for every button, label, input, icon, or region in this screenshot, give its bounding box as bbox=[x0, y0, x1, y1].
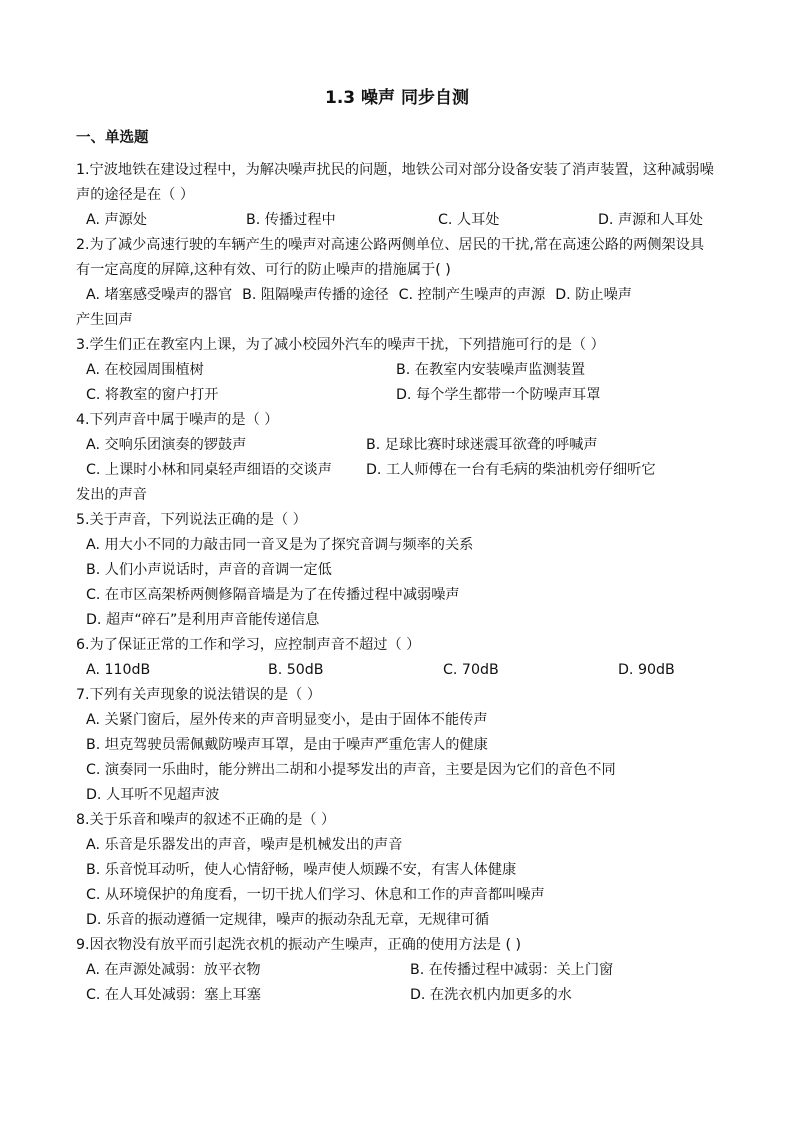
option-d: D. 90dB bbox=[618, 662, 675, 678]
option-d-continued: 产生回声 bbox=[76, 312, 133, 328]
question-stem: 8.关于乐音和噪声的叙述不正确的是（ ） bbox=[76, 812, 336, 828]
option-d: D. 防止噪声 bbox=[555, 287, 632, 303]
question-stem: 6.为了保证正常的工作和学习，应控制声音不超过（ ） bbox=[76, 637, 421, 653]
question-1 bbox=[76, 158, 716, 233]
option-b: B. 阻隔噪声传播的途径 bbox=[242, 287, 389, 303]
question-options bbox=[76, 208, 716, 233]
question-options bbox=[76, 833, 716, 933]
option-a: A. 在校园周围植树 bbox=[86, 362, 204, 378]
section-heading: 一、单选题 bbox=[76, 130, 149, 146]
option-a: A. 关紧门窗后，屋外传来的声音明显变小，是由于固体不能传声 bbox=[86, 712, 488, 728]
question-5 bbox=[76, 508, 716, 633]
option-c: C. 人耳处 bbox=[438, 212, 500, 228]
option-c: C. 从环境保护的角度看，一切干扰人们学习、休息和工作的声音都叫噪声 bbox=[86, 887, 545, 903]
option-c: C. 将教室的窗户打开 bbox=[86, 387, 219, 403]
option-c: C. 在市区高架桥两侧修隔音墙是为了在传播过程中减弱噪声 bbox=[86, 587, 460, 603]
option-b: B. 50dB bbox=[268, 662, 324, 678]
option-b: B. 人们小声说话时，声音的音调一定低 bbox=[86, 562, 332, 578]
option-d: D. 超声“碎石”是利用声音能传递信息 bbox=[86, 612, 320, 628]
option-c: C. 控制产生噪声的声源 bbox=[398, 287, 546, 303]
option-a: A. 110dB bbox=[86, 662, 151, 678]
option-d: D. 人耳听不见超声波 bbox=[86, 787, 220, 803]
option-d: D. 乐音的振动遵循一定规律，噪声的振动杂乱无章，无规律可循 bbox=[86, 912, 490, 928]
question-options bbox=[76, 708, 716, 808]
question-options bbox=[76, 358, 716, 408]
question-9 bbox=[76, 933, 716, 1008]
question-7 bbox=[76, 683, 716, 808]
option-c: C. 70dB bbox=[443, 662, 499, 678]
page-title: 1.3 噪声 同步自测 bbox=[325, 88, 469, 108]
option-a: A. 声源处 bbox=[86, 212, 148, 228]
question-options bbox=[76, 658, 716, 683]
question-stem: 5.关于声音，下列说法正确的是（ ） bbox=[76, 512, 307, 528]
option-a: A. 乐音是乐器发出的声音，噪声是机械发出的声音 bbox=[86, 837, 403, 853]
option-d: D. 声源和人耳处 bbox=[598, 212, 704, 228]
question-stem: 3.学生们正在教室内上课，为了减小校园外汽车的噪声干扰，下列措施可行的是（ ） bbox=[76, 337, 605, 353]
option-b: B. 坦克驾驶员需佩戴防噪声耳罩，是由于噪声严重危害人的健康 bbox=[86, 737, 488, 753]
option-b: B. 乐音悦耳动听，使人心情舒畅，噪声使人烦躁不安，有害人体健康 bbox=[86, 862, 517, 878]
question-options bbox=[76, 433, 716, 483]
option-b: B. 在教室内安装噪声监测装置 bbox=[396, 362, 586, 378]
question-6 bbox=[76, 633, 716, 683]
question-stem: 1.宁波地铁在建设过程中，为解决噪声扰民的问题，地铁公司对部分设备安装了消声装置，这种减弱噪声的途径是在（ ） bbox=[76, 162, 714, 203]
option-d-continued: 发出的声音 bbox=[76, 487, 147, 503]
question-4 bbox=[76, 408, 716, 508]
option-a: A. 交响乐团演奏的锣鼓声 bbox=[86, 437, 247, 453]
option-b: B. 传播过程中 bbox=[246, 212, 336, 228]
option-a: A. 用大小不同的力敲击同一音叉是为了探究音调与频率的关系 bbox=[86, 537, 474, 553]
question-options bbox=[76, 533, 716, 633]
option-c: C. 上课时小林和同桌轻声细语的交谈声 bbox=[86, 462, 332, 478]
question-stem: 4.下列声音中属于噪声的是（ ） bbox=[76, 412, 279, 428]
option-c: C. 在人耳处减弱：塞上耳塞 bbox=[86, 987, 261, 1003]
question-list bbox=[76, 158, 716, 1008]
option-b: B. 在传播过程中减弱：关上门窗 bbox=[410, 962, 614, 978]
question-2 bbox=[76, 233, 716, 333]
question-8 bbox=[76, 808, 716, 933]
option-d: D. 工人师傅在一台有毛病的柴油机旁仔细听它 bbox=[366, 462, 656, 478]
question-stem: 2.为了减少高速行驶的车辆产生的噪声对高速公路两侧单位、居民的干扰,常在高速公路的两侧架设具有一定高度的屏障,这种有效、可行的防止噪声的措施属于( ) bbox=[76, 237, 705, 278]
question-3 bbox=[76, 333, 716, 408]
question-options-continued bbox=[76, 483, 716, 508]
option-a: A. 堵塞感受噪声的器官 bbox=[86, 287, 233, 303]
question-stem: 9.因衣物没有放平而引起洗衣机的振动产生噪声，正确的使用方法是 ( ) bbox=[76, 937, 522, 953]
question-options bbox=[76, 958, 716, 1008]
option-d: D. 每个学生都带一个防噪声耳罩 bbox=[396, 387, 601, 403]
option-b: B. 足球比赛时球迷震耳欲聋的呼喊声 bbox=[366, 437, 598, 453]
question-stem: 7.下列有关声现象的说法错误的是（ ） bbox=[76, 687, 322, 703]
option-d: D. 在洗衣机内加更多的水 bbox=[410, 987, 572, 1003]
option-c: C. 演奏同一乐曲时，能分辨出二胡和小提琴发出的声音，主要是因为它们的音色不同 bbox=[86, 762, 616, 778]
option-a: A. 在声源处减弱：放平衣物 bbox=[86, 962, 261, 978]
question-options bbox=[76, 283, 716, 333]
